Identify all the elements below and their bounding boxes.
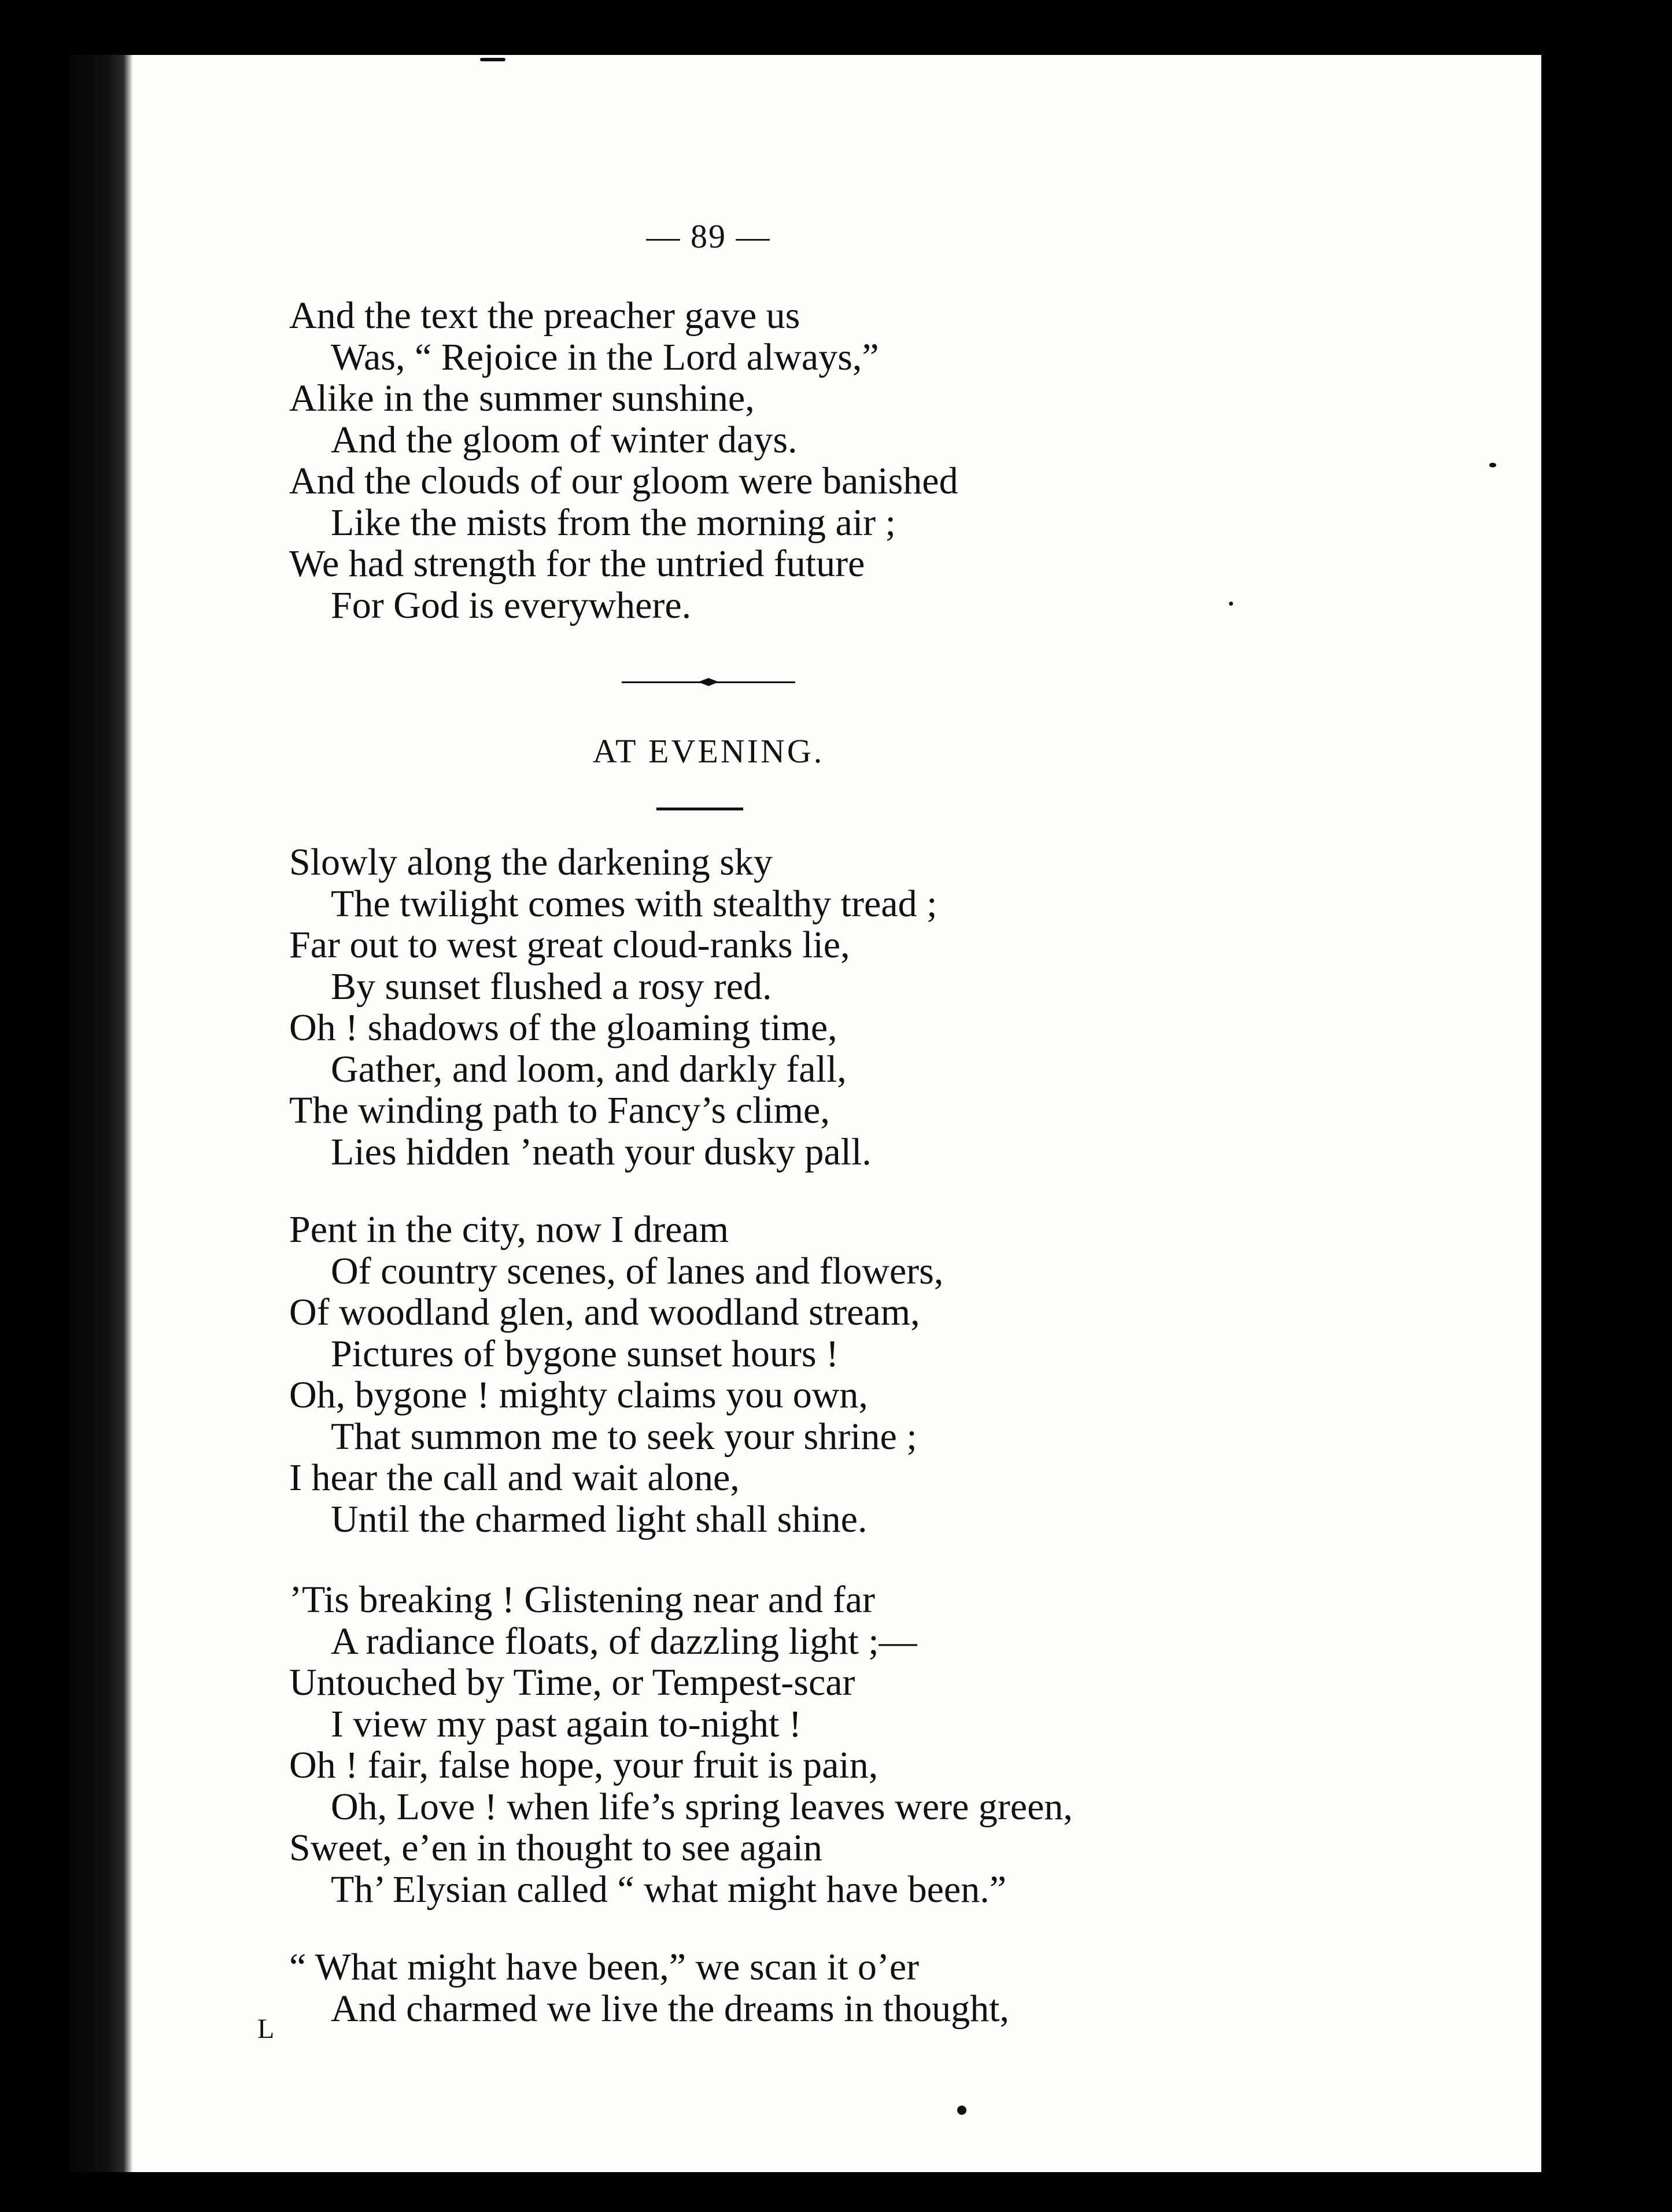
verse-line: Pent in the city, now I dream	[289, 1208, 729, 1251]
verse-line: Alike in the summer sunshine,	[289, 377, 755, 419]
page-number: — 89 —	[646, 217, 771, 255]
stanza-previous-poem-ending	[289, 295, 958, 626]
stanza	[289, 1579, 1073, 1910]
verse-line: Lies hidden ’neath your dusky pall.	[331, 1130, 872, 1173]
scan-speck	[1229, 602, 1233, 606]
verse-line: I hear the call and wait alone,	[289, 1457, 740, 1499]
verse-line: And the gloom of winter days.	[331, 418, 798, 461]
verse-line: Oh ! fair, false hope, your fruit is pain,	[289, 1744, 879, 1786]
verse-line: ’Tis breaking ! Glistening near and far	[289, 1579, 875, 1621]
scan-speck	[1489, 463, 1496, 467]
scan-speck	[957, 2106, 966, 2115]
verse-line: A radiance floats, of dazzling light ;—	[331, 1620, 917, 1662]
stanza	[289, 842, 937, 1173]
verse-line: Th’ Elysian called “ what might have been.”	[331, 1868, 1006, 1911]
verse-line: Like the mists from the morning air ;	[331, 501, 896, 544]
verse-line: Oh, Love ! when life’s spring leaves were green,	[331, 1785, 1073, 1828]
verse-line: Oh, bygone ! mighty claims you own,	[289, 1374, 868, 1416]
verse-line: And the text the preacher gave us	[289, 294, 800, 337]
verse-line: Far out to west great cloud-ranks lie,	[289, 924, 850, 966]
verse-line: Until the charmed light shall shine.	[331, 1498, 868, 1540]
signature-mark: L	[257, 2014, 275, 2044]
verse-line: Sweet, e’en in thought to see again	[289, 1827, 822, 1869]
verse-line: Gather, and loom, and darkly fall,	[331, 1048, 847, 1090]
verse-line: Untouched by Time, or Tempest-scar	[289, 1661, 855, 1704]
verse-line: By sunset flushed a rosy red.	[331, 965, 772, 1008]
verse-line: Pictures of bygone sunset hours !	[331, 1332, 839, 1375]
verse-line: I view my past again to-night !	[331, 1702, 802, 1745]
verse-line: Was, “ Rejoice in the Lord always,”	[331, 336, 879, 378]
verse-line: And charmed we live the dreams in thought,	[331, 1987, 1010, 2030]
verse-line: For God is everywhere.	[331, 584, 692, 626]
verse-line: The winding path to Fancy’s clime,	[289, 1089, 830, 1131]
verse-line: The twilight comes with stealthy tread ;	[331, 882, 937, 925]
verse-line: Of woodland glen, and woodland stream,	[289, 1291, 920, 1333]
scan-speck	[480, 58, 505, 61]
verse-line: That summon me to seek your shrine ;	[331, 1415, 917, 1458]
title-rule	[656, 808, 743, 810]
stanza	[289, 1209, 943, 1540]
stanza	[289, 1946, 1009, 2029]
section-divider-ornament	[622, 678, 795, 686]
verse-line: And the clouds of our gloom were banished	[289, 460, 958, 502]
verse-line: Slowly along the darkening sky	[289, 841, 773, 883]
poem-title: AT EVENING.	[592, 732, 825, 770]
verse-line: Of country scenes, of lanes and flowers,	[331, 1249, 944, 1292]
verse-line: We had strength for the untried future	[289, 543, 865, 585]
verse-line: Oh ! shadows of the gloaming time,	[289, 1007, 837, 1049]
verse-line: “ What might have been,” we scan it o’er	[289, 1946, 920, 1988]
book-gutter-shadow	[69, 55, 133, 2172]
